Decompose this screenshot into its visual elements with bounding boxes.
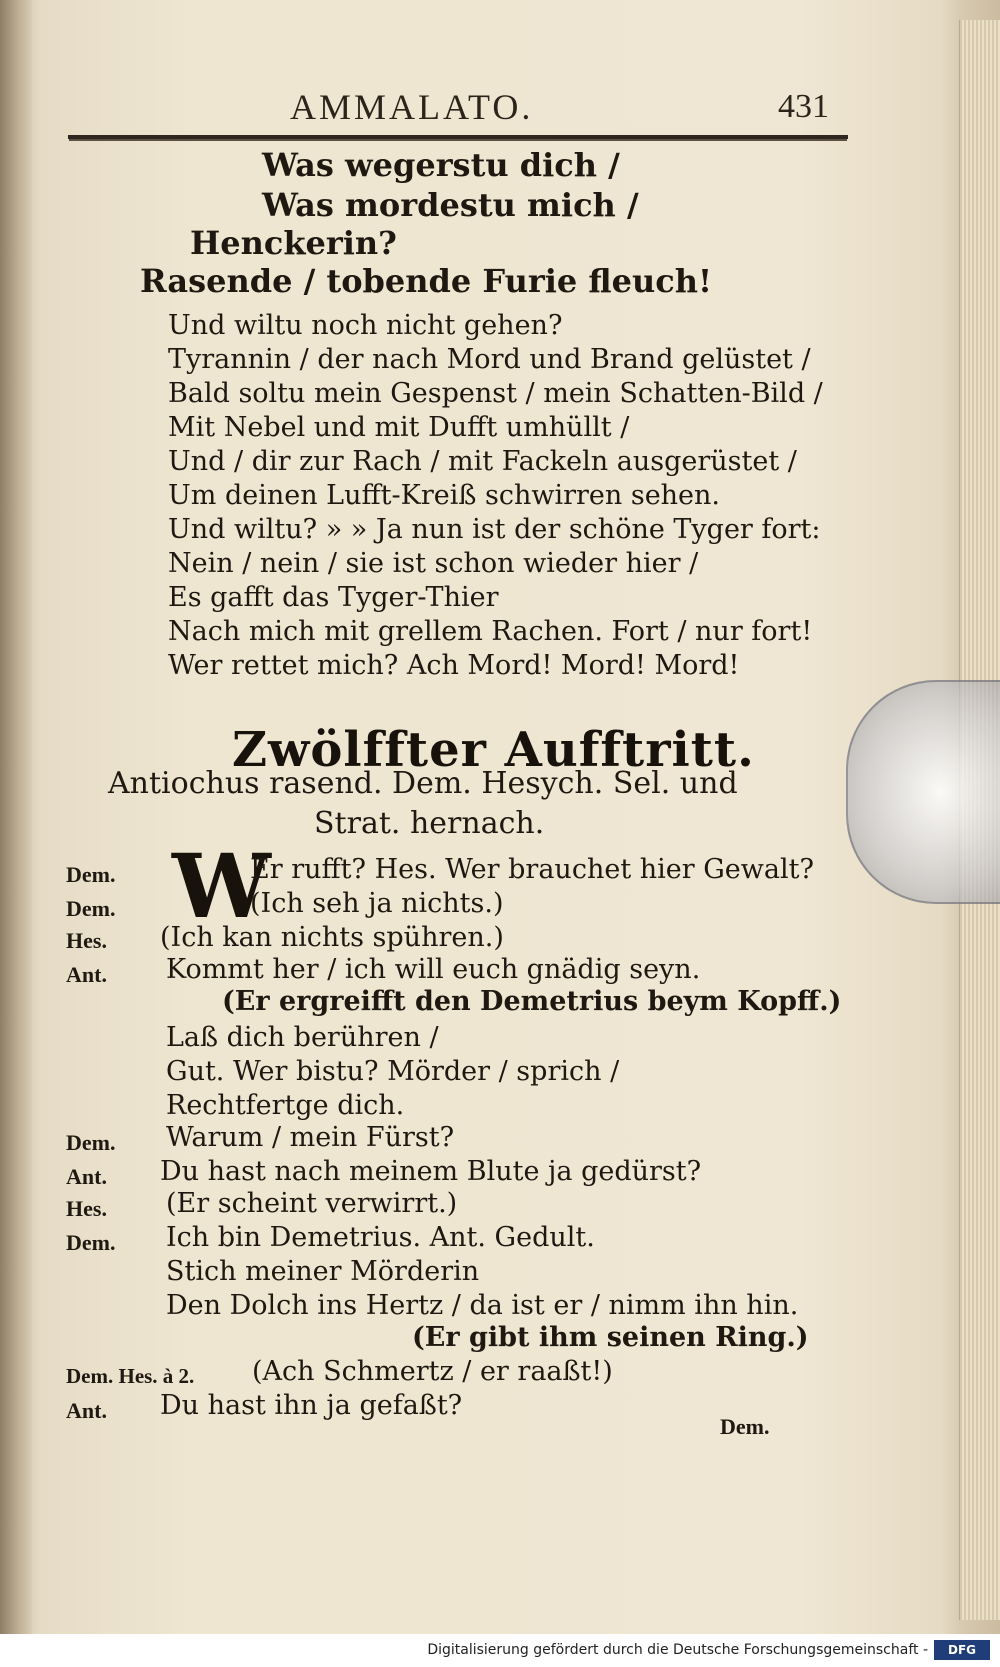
speaker-label: Dem. xyxy=(66,1230,116,1255)
speaker-label: Dem. Hes. à 2. xyxy=(66,1364,195,1388)
dialogue-line: Er rufft? Hes. Wer brauchet hier Gewalt? xyxy=(250,854,814,885)
speaker-label: Ant. xyxy=(66,1164,107,1189)
catchword: Dem. xyxy=(720,1414,770,1439)
verse-line: Und wiltu? » » Ja nun ist der schöne Tyger fort: xyxy=(168,514,821,545)
speaker-label: Dem. xyxy=(66,1130,116,1155)
dialogue-line: (Er scheint verwirrt.) xyxy=(166,1188,458,1219)
footer-bar xyxy=(0,1634,1000,1667)
cast-list: Antiochus rasend. Dem. Hesych. Sel. und xyxy=(108,766,738,801)
dialogue-line: Du hast nach meinem Blute ja gedürst? xyxy=(160,1156,702,1187)
stage-direction: (Er ergreifft den Demetrius beym Kopff.) xyxy=(222,986,842,1017)
verse-line: Nein / nein / sie ist schon wieder hier / xyxy=(168,548,699,579)
speaker-label: Ant. xyxy=(66,962,107,987)
verse-line: Nach mich mit grellem Rachen. Fort / nur fort! xyxy=(168,616,813,647)
verse-line: Rasende / tobende Furie fleuch! xyxy=(140,262,713,300)
speaker-label: Ant. xyxy=(66,1398,107,1423)
page-number: 431 xyxy=(778,88,829,125)
speaker-label: Hes. xyxy=(66,1196,107,1221)
verse-line: Mit Nebel und mit Dufft umhüllt / xyxy=(168,412,630,443)
verse-line: Tyrannin / der nach Mord und Brand gelüstet / xyxy=(168,344,811,375)
cast-list-continued: Strat. hernach. xyxy=(314,806,545,841)
speaker-label: Dem. xyxy=(66,896,116,921)
verse-line: Um deinen Lufft-Kreiß schwirren sehen. xyxy=(168,480,721,511)
dialogue-line: (Ich seh ja nichts.) xyxy=(250,888,504,919)
verse-line: Was wegerstu dich / xyxy=(262,146,620,184)
book-gutter xyxy=(0,0,32,1634)
thumb-holding-page xyxy=(846,680,1000,904)
scene-title: Zwölffter Aufftritt. xyxy=(232,722,755,778)
dialogue-line: Gut. Wer bistu? Mörder / sprich / xyxy=(166,1056,620,1087)
header-rule xyxy=(68,135,848,139)
dialogue-line: (Ich kan nichts spühren.) xyxy=(160,922,504,953)
stage-direction: (Er gibt ihm seinen Ring.) xyxy=(412,1322,809,1353)
verse-line: Henckerin? xyxy=(190,224,397,262)
dialogue-line: Laß dich berühren / xyxy=(166,1022,439,1053)
running-head: AMMALATO. xyxy=(290,87,534,127)
verse-line: Wer rettet mich? Ach Mord! Mord! Mord! xyxy=(168,650,740,681)
verse-line: Und wiltu noch nicht gehen? xyxy=(168,310,563,341)
speaker-label: Hes. xyxy=(66,928,107,953)
dialogue-line: Warum / mein Fürst? xyxy=(166,1122,455,1153)
dialogue-line: (Ach Schmertz / er raaßt!) xyxy=(252,1356,613,1387)
dialogue-line: Den Dolch ins Hertz / da ist er / nimm ihn hin. xyxy=(166,1290,799,1321)
funding-credit: Digitalisierung gefördert durch die Deutsche Forschungsgemeinschaft - xyxy=(427,1642,928,1658)
drop-cap: W xyxy=(172,834,271,938)
verse-line: Und / dir zur Rach / mit Fackeln ausgerüstet / xyxy=(168,446,797,477)
dialogue-line: Stich meiner Mörderin xyxy=(166,1256,480,1287)
dialogue-line: Ich bin Demetrius. Ant. Gedult. xyxy=(166,1222,595,1253)
dialogue-line: Rechtfertge dich. xyxy=(166,1090,405,1121)
verse-line: Es gafft das Tyger-Thier xyxy=(168,582,499,613)
dfg-logo: DFG xyxy=(934,1640,990,1660)
speaker-label: Dem. xyxy=(66,862,116,887)
dialogue-line: Du hast ihn ja gefaßt? xyxy=(160,1390,463,1421)
verse-line: Bald soltu mein Gespenst / mein Schatten-Bild / xyxy=(168,378,823,409)
verse-line: Was mordestu mich / xyxy=(262,186,639,224)
dialogue-line: Kommt her / ich will euch gnädig seyn. xyxy=(166,954,701,985)
